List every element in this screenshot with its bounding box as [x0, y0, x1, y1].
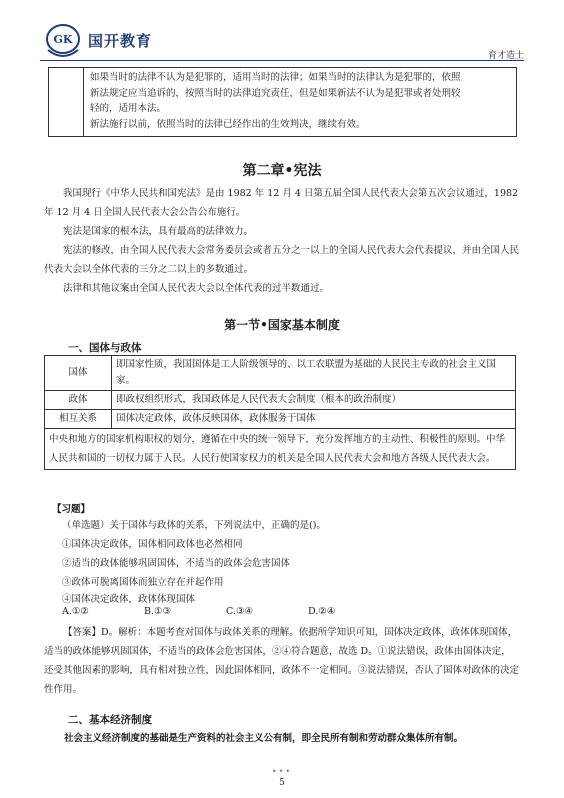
exercise-item: ④国体决定政体，政体体现国体 [62, 594, 196, 605]
exercise-answer: 【答案】D。解析：本题考查对国体与政体关系的理解。依据所学知识可知，国体决定政体，政体体现国体，适当的政体能够巩固国体，不适当的政体会危害国体，②④符合题意，故选 D。①说法错误，政体由国体决定，还受其他因素的影响，具有相对独立性，因此国体相同，政体不一定相同。③说法错误，否认了国体对政体的决定性作用。 [44, 627, 520, 695]
table-row [45, 356, 516, 391]
law-line: 新法施行以前，依照当时的法律已经作出的生效判决，继续有效。 [90, 118, 366, 130]
table-key: 政体 [45, 391, 112, 410]
constitution-supreme: 宪法是国家的根本法，具有最高的法律效力。 [63, 226, 254, 237]
table-key: 相互关系 [45, 410, 112, 429]
table-value: 国体决定政体，政体反映国体，政体服务于国体 [112, 410, 516, 429]
logo-icon [44, 22, 82, 60]
option-a: A.①② [62, 606, 89, 617]
law-line: 轻的，适用本法。 [90, 103, 167, 114]
logo-letters: GK [53, 33, 73, 46]
page-number: 5 [279, 778, 285, 788]
section-title: 第一节•国家基本制度 [224, 318, 340, 332]
exercise-question: （单选题）关于国体与政体的关系，下列说法中，正确的是()。 [62, 520, 326, 531]
brand-name: 国开教育 [88, 32, 153, 50]
footer-dots: ••• [271, 767, 293, 776]
state-system-table [44, 355, 516, 470]
law-box-left-cell [49, 68, 84, 136]
table-note: 中央和地方的国家机构职权的划分，遵循在中央的统一领导下，充分发挥地方的主动性、积极性的原则。中华人民共和国的一切权力属于人民。人民行使国家权力的机关是全国人民代表大会和地方各级人民代表大会。 [45, 429, 516, 470]
exercise-label: 【习题】 [52, 504, 91, 515]
option-b: B.①③ [144, 606, 172, 617]
exercise-item: ③政体可脱离国体而独立存在并起作用 [62, 577, 224, 588]
page-header [0, 0, 564, 60]
table-row [45, 429, 516, 470]
economy-text: 社会主义经济制度的基础是生产资料的社会主义公有制，即全民所有制和劳动群众集体所有制。 [64, 733, 464, 744]
law-line: 如果当时的法律不认为是犯罪的，适用当时的法律；如果当时的法律认为是犯罪的，依照 [90, 72, 461, 83]
subheading-economy: 二、基本经济制度 [68, 714, 152, 726]
exercise-options [62, 606, 390, 617]
law-box-text [84, 68, 516, 136]
exercise-item: ①国体决定政体，国体相同政体也必然相同 [62, 539, 243, 550]
law-passing-rule: 法律和其他议案由全国人民代表大会以全体代表的过半数通过。 [63, 283, 330, 294]
option-c: C.③④ [226, 606, 253, 617]
table-value: 即国家性质，我国国体是工人阶级领导的、以工农联盟为基础的人民民主专政的社会主义国家。 [112, 356, 516, 391]
table-row [45, 410, 516, 429]
law-line: 新法规定应当追诉的，按照当时的法律追究责任，但是如果新法不认为是犯罪或者处刑较 [90, 87, 461, 99]
table-key: 国体 [45, 356, 112, 391]
subheading-state-system: 一、国体与政体 [68, 342, 142, 354]
table-value: 即政权组织形式，我国政体是人民代表大会制度（根本的政治制度） [112, 391, 516, 410]
law-continuation-box [48, 67, 517, 137]
constitution-amendment: 宪法的修改，由全国人民代表大会常务委员会或者五分之一以上的全国人民代表大会代表提议，并由全国人民代表大会以全体代表的三分之二以上的多数通过。 [44, 245, 520, 275]
header-divider [40, 60, 524, 61]
exercise-item: ②适当的政体能够巩固国体，不适当的政体会危害国体 [62, 558, 291, 569]
table-row [45, 391, 516, 410]
header-tagline: 育才造士 [487, 51, 524, 61]
constitution-intro: 我国现行《中华人民共和国宪法》是由 1982 年 12 月 4 日第五届全国人民代表大会第五次会议通过，1982 年 12 月 4 日全国人民代表大会公告公布施行。 [44, 188, 519, 218]
chapter-title: 第二章•宪法 [242, 163, 322, 179]
option-d: D.②④ [308, 606, 336, 617]
